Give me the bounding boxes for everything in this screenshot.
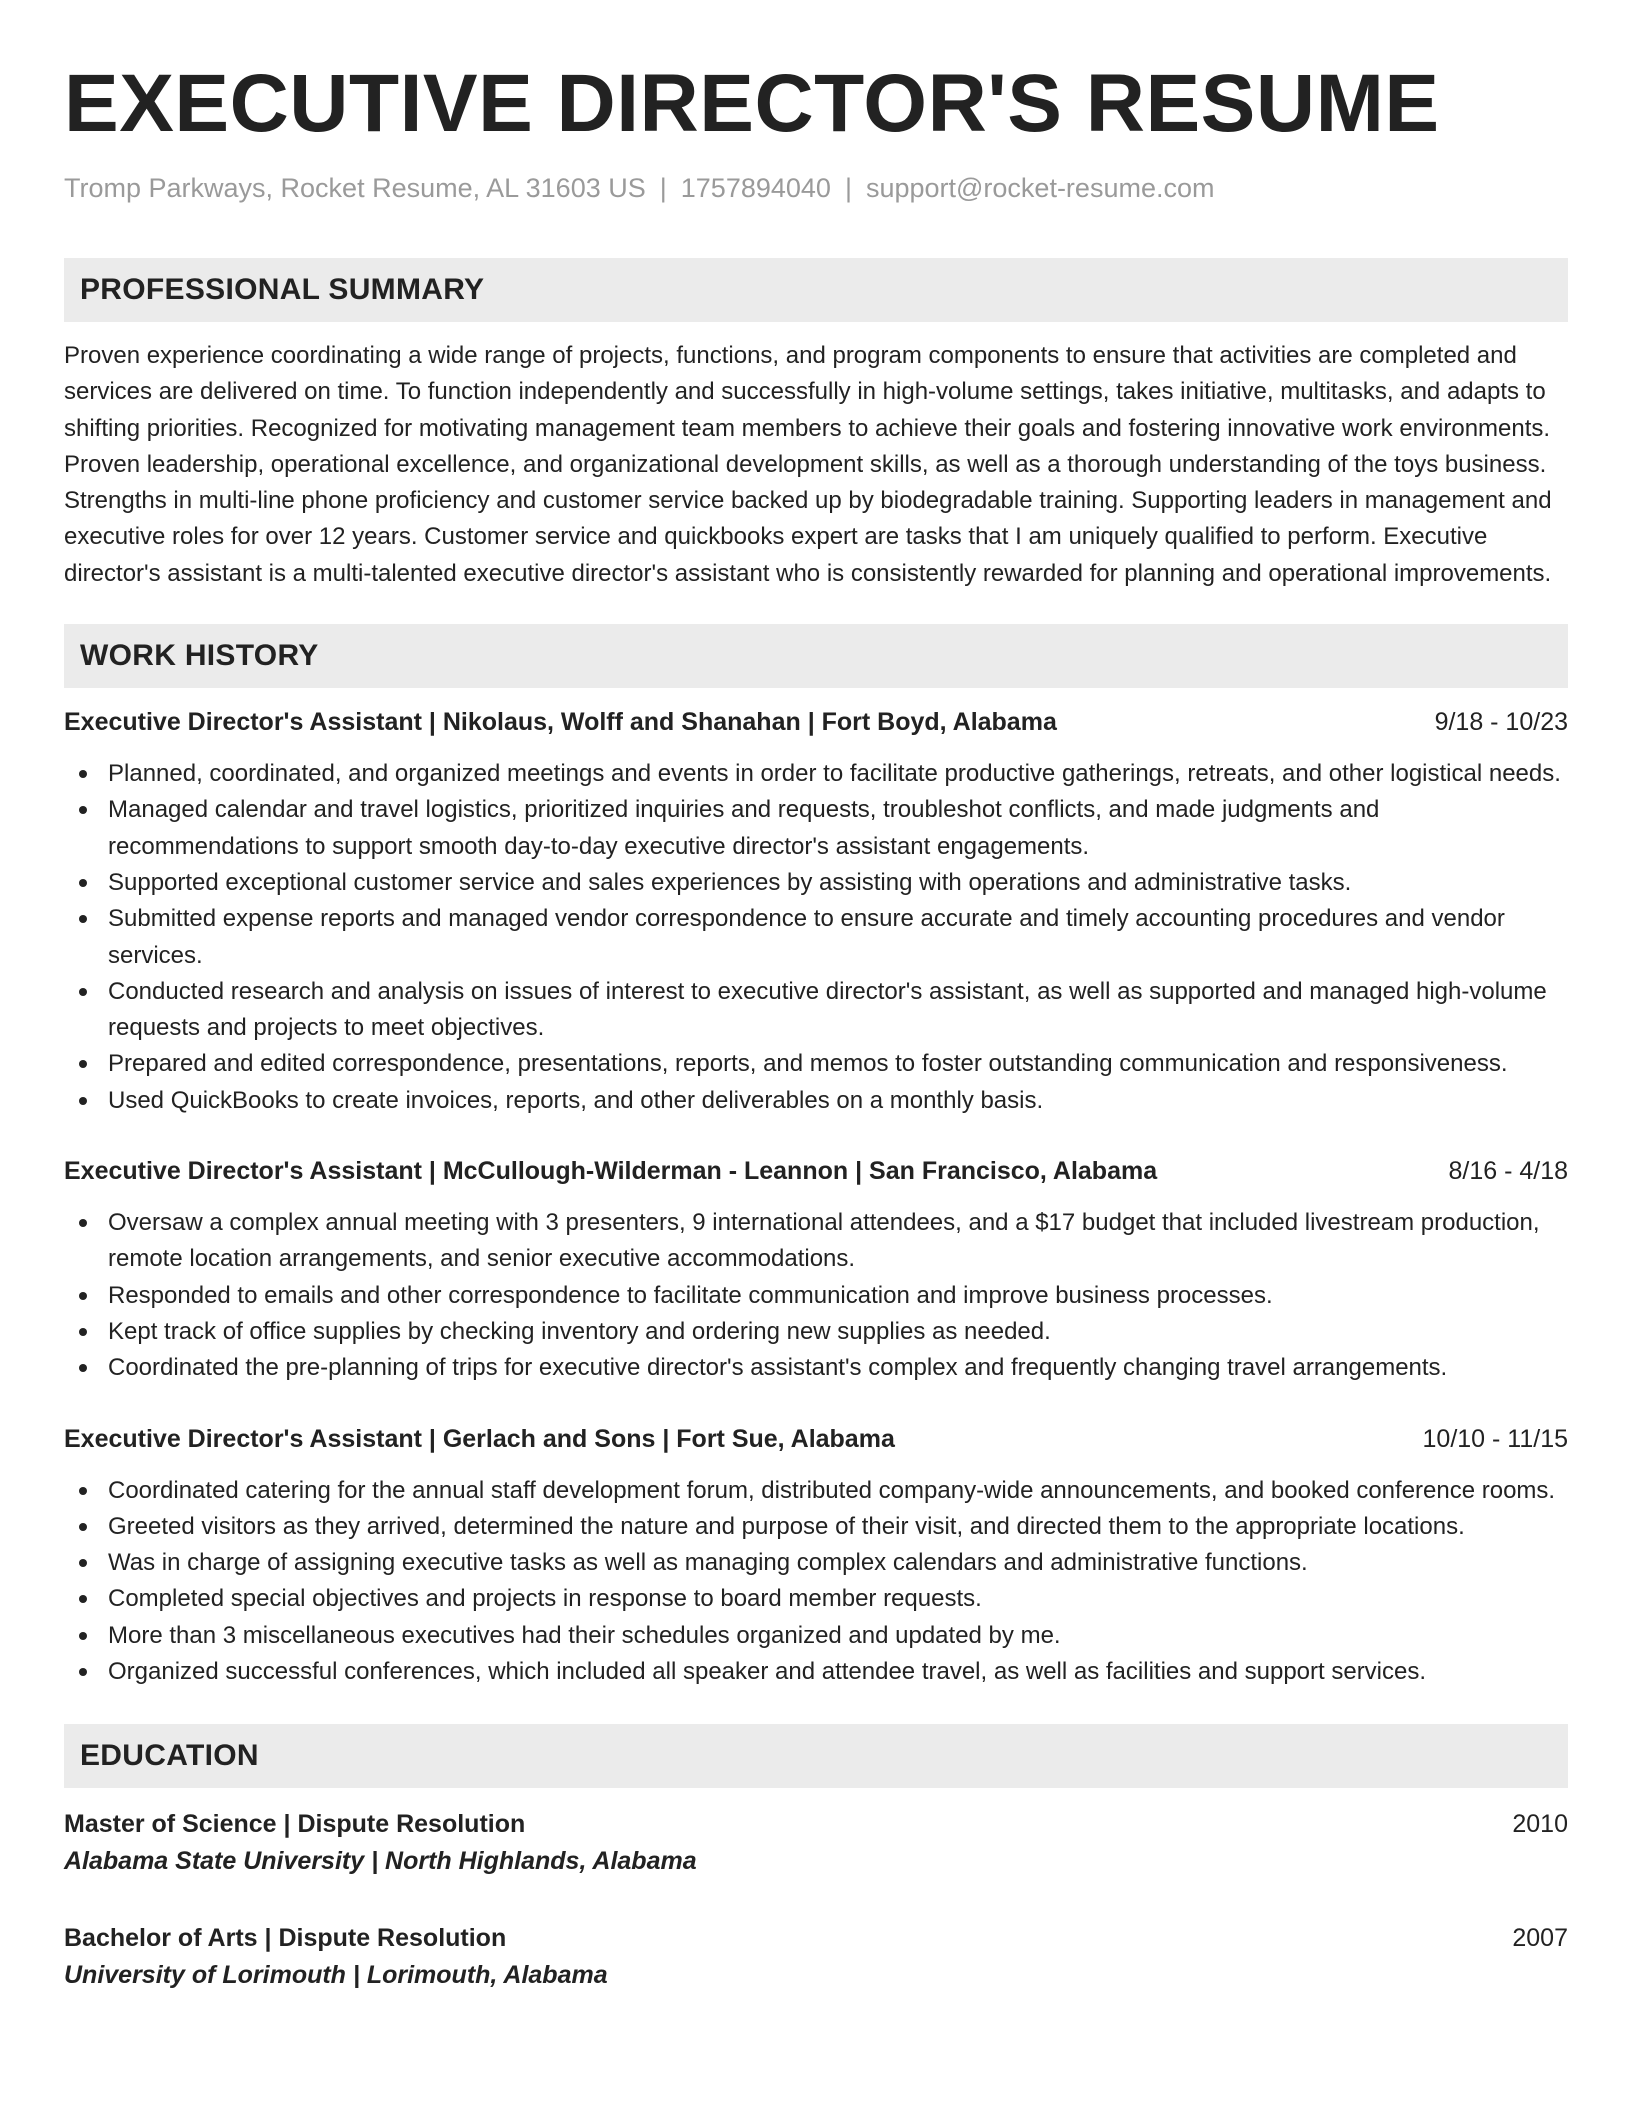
education-degree: Master of Science | Dispute Resolution bbox=[64, 1810, 526, 1839]
job-header bbox=[64, 1153, 1568, 1189]
job-title: Executive Director's Assistant | Nikolaus, Wolff and Shanahan | Fort Boyd, Alabama bbox=[64, 708, 1057, 737]
education-degree: Bachelor of Arts | Dispute Resolution bbox=[64, 1924, 507, 1953]
work-history-section-heading: WORK HISTORY bbox=[64, 624, 1568, 688]
bullet-item bbox=[64, 1509, 1568, 1545]
job-bullet-list bbox=[64, 756, 1568, 1119]
bullet-text: Submitted expense reports and managed vendor correspondence to ensure accurate and timely accounting procedures and vendor services. bbox=[108, 905, 1505, 969]
bullet-dot bbox=[79, 806, 87, 814]
job-header bbox=[64, 1421, 1568, 1457]
bullet-item bbox=[64, 1314, 1568, 1350]
bullet-text: Used QuickBooks to create invoices, reports, and other deliverables on a monthly basis. bbox=[108, 1086, 1044, 1114]
bullet-dot bbox=[79, 988, 87, 996]
education-year: 2010 bbox=[1512, 1810, 1568, 1839]
bullet-item bbox=[64, 1350, 1568, 1386]
bullet-text: Greeted visitors as they arrived, determined the nature and purpose of their visit, and directed them to the appropriate locations. bbox=[108, 1512, 1465, 1540]
bullet-text: Oversaw a complex annual meeting with 3 presenters, 9 international attendees, and a $17 budget that included livestream production, remote location arrangements, and senior executive accommodations. bbox=[108, 1209, 1540, 1273]
education-header bbox=[64, 1920, 1568, 1956]
bullet-text: Prepared and edited correspondence, presentations, reports, and memos to foster outstanding communication and responsiveness. bbox=[108, 1050, 1508, 1078]
bullet-dot bbox=[79, 1559, 87, 1567]
job-title: Executive Director's Assistant | McCullough-Wilderman - Leannon | San Francisco, Alabama bbox=[64, 1157, 1158, 1186]
resume-title: EXECUTIVE DIRECTOR'S RESUME bbox=[64, 58, 1440, 149]
bullet-text: Was in charge of assigning executive tasks as well as managing complex calendars and administrative functions. bbox=[108, 1549, 1308, 1577]
bullet-dot bbox=[79, 1632, 87, 1640]
bullet-item bbox=[64, 1618, 1568, 1654]
bullet-item bbox=[64, 865, 1568, 901]
contact-address: Tromp Parkways, Rocket Resume, AL 31603 US bbox=[64, 173, 646, 203]
bullet-dot bbox=[79, 1668, 87, 1676]
bullet-item bbox=[64, 1654, 1568, 1690]
job-entry bbox=[64, 1421, 1568, 1691]
bullet-dot bbox=[79, 1364, 87, 1372]
bullet-dot bbox=[79, 770, 87, 778]
education-header bbox=[64, 1806, 1568, 1842]
education-school: Alabama State University | North Highlands, Alabama bbox=[64, 1847, 697, 1876]
bullet-dot bbox=[79, 1060, 87, 1068]
job-dates: 10/10 - 11/15 bbox=[1422, 1424, 1568, 1453]
bullet-dot bbox=[79, 1523, 87, 1531]
bullet-text: Supported exceptional customer service and sales experiences by assisting with operations and administrative tasks. bbox=[108, 868, 1352, 896]
bullet-item bbox=[64, 1046, 1568, 1082]
education-entry bbox=[64, 1920, 1568, 1994]
education-school: University of Lorimouth | Lorimouth, Alabama bbox=[64, 1961, 608, 1990]
bullet-dot bbox=[79, 879, 87, 887]
bullet-text: Coordinated catering for the annual staff development forum, distributed company-wide announcements, and booked conference rooms. bbox=[108, 1476, 1556, 1504]
bullet-text: Kept track of office supplies by checking inventory and ordering new supplies as needed. bbox=[108, 1317, 1051, 1345]
contact-email: support@rocket-resume.com bbox=[865, 173, 1215, 203]
bullet-dot bbox=[79, 1097, 87, 1105]
bullet-text: Completed special objectives and projects in response to board member requests. bbox=[108, 1585, 982, 1613]
bullet-item bbox=[64, 1205, 1568, 1278]
bullet-text: More than 3 miscellaneous executives had their schedules organized and updated by me. bbox=[108, 1621, 1061, 1649]
job-bullet-list bbox=[64, 1473, 1568, 1691]
bullet-item bbox=[64, 756, 1568, 792]
bullet-text: Responded to emails and other correspondence to facilitate communication and improve business processes. bbox=[108, 1281, 1273, 1309]
bullet-item bbox=[64, 1473, 1568, 1509]
job-entry bbox=[64, 1153, 1568, 1386]
bullet-dot bbox=[79, 1292, 87, 1300]
bullet-dot bbox=[79, 915, 87, 923]
bullet-dot bbox=[79, 1595, 87, 1603]
bullet-item bbox=[64, 1545, 1568, 1581]
bullet-item bbox=[64, 974, 1568, 1047]
bullet-item bbox=[64, 901, 1568, 974]
contact-separator: | bbox=[659, 173, 667, 203]
education-entry bbox=[64, 1806, 1568, 1880]
bullet-text: Organized successful conferences, which included all speaker and attendee travel, as well as facilities and support services. bbox=[108, 1658, 1427, 1686]
job-title: Executive Director's Assistant | Gerlach and Sons | Fort Sue, Alabama bbox=[64, 1424, 895, 1453]
bullet-item bbox=[64, 792, 1568, 865]
bullet-text: Coordinated the pre-planning of trips for executive director's assistant's complex and frequently changing travel arrangements. bbox=[108, 1354, 1448, 1382]
bullet-dot bbox=[79, 1487, 87, 1495]
bullet-text: Managed calendar and travel logistics, prioritized inquiries and requests, troubleshot conflicts, and made judgments and recommendations to support smooth day-to-day executive director's assistant engagements. bbox=[108, 796, 1380, 860]
bullet-item bbox=[64, 1278, 1568, 1314]
bullet-item bbox=[64, 1581, 1568, 1617]
contact-line bbox=[64, 170, 1568, 206]
education-year: 2007 bbox=[1512, 1924, 1568, 1953]
summary-section-heading: PROFESSIONAL SUMMARY bbox=[64, 258, 1568, 322]
summary-text: Proven experience coordinating a wide range of projects, functions, and program components to ensure that activities are completed and services are delivered on time. To function independently and successfully in high-volume settings, takes initiative, multitasks, and adapts to shifting priorities. Recognized for motivating management team members to achieve their goals and fostering innovative work environments. Proven leadership, operational excellence, and organizational development skills, as well as a thorough understanding of the toys business. Strengths in multi-line phone proficiency and customer service backed up by biodegradable training. Supporting leaders in management and executive roles for over 12 years. Customer service and quickbooks expert are tasks that I am uniquely qualified to perform. Executive director's assistant is a multi-talented executive director's assistant who is consistently rewarded for planning and operational improvements. bbox=[64, 342, 1552, 587]
job-header bbox=[64, 704, 1568, 740]
bullet-text: Conducted research and analysis on issues of interest to executive director's assistant, as well as supported and managed high-volume requests and projects to meet objectives. bbox=[108, 977, 1547, 1042]
job-dates: 8/16 - 4/18 bbox=[1448, 1157, 1568, 1186]
bullet-dot bbox=[79, 1219, 87, 1227]
bullet-item bbox=[64, 1083, 1568, 1119]
job-bullet-list bbox=[64, 1205, 1568, 1386]
job-entry bbox=[64, 704, 1568, 1119]
education-section-heading: EDUCATION bbox=[64, 1724, 1568, 1788]
contact-phone: 1757894040 bbox=[680, 173, 831, 203]
bullet-text: Planned, coordinated, and organized meetings and events in order to facilitate productive gatherings, retreats, and other logistical needs. bbox=[108, 760, 1561, 788]
job-dates: 9/18 - 10/23 bbox=[1434, 708, 1568, 737]
contact-separator: | bbox=[844, 173, 852, 203]
bullet-dot bbox=[79, 1328, 87, 1336]
